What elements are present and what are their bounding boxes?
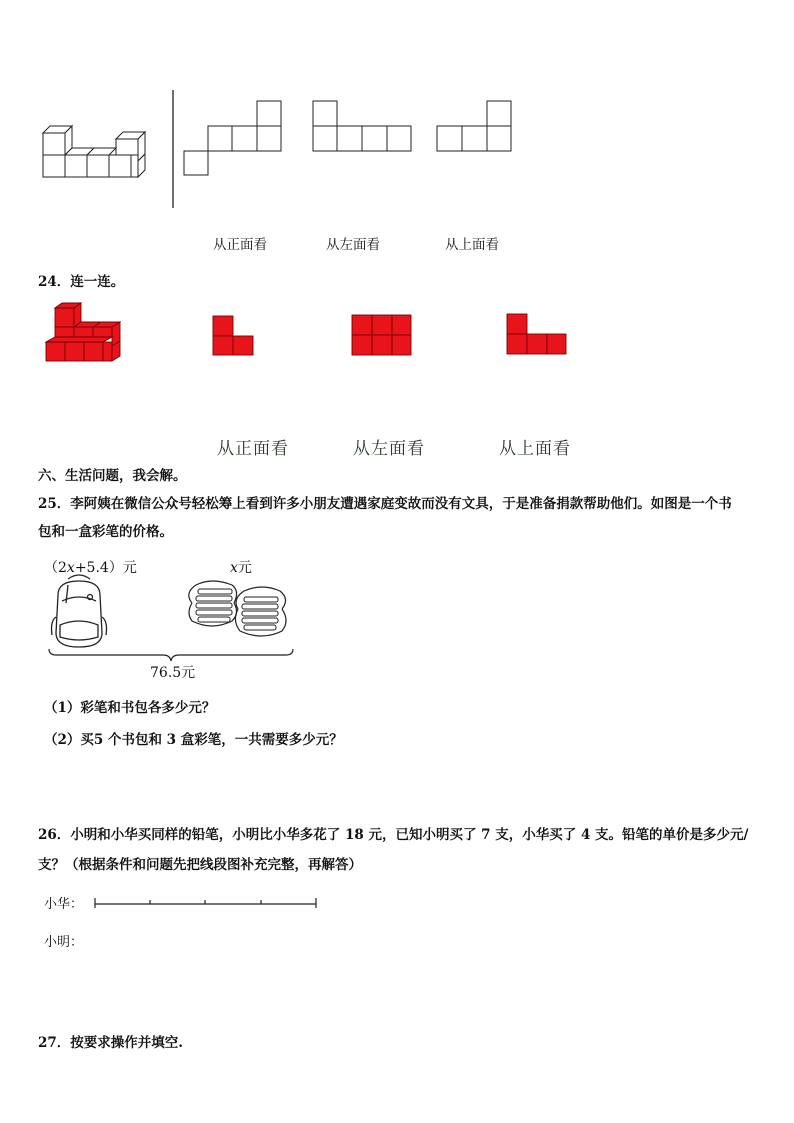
q25-bag-price-prefix: （2 — [44, 560, 67, 576]
colored-pencils-icon — [182, 573, 294, 649]
q24-red-cube-solid — [45, 303, 127, 363]
q23-label-left: 从左面看 — [326, 237, 380, 253]
q24-label-left[interactable]: 从左面看 — [353, 439, 425, 459]
q23-label-top: 从上面看 — [445, 237, 499, 253]
q26-xiaohua-segment — [93, 896, 319, 910]
q26-label-xiaohua: 小华： — [44, 897, 84, 912]
q27-title: 27．按要求操作并填空. — [38, 1035, 183, 1051]
q25-total-brace — [48, 648, 294, 662]
q25-pen-price-unit: 元 — [237, 560, 252, 576]
q24-title: 24．连一连。 — [38, 274, 125, 290]
section6-title: 六、生活问题，我会解。 — [38, 468, 187, 484]
q23-view-top-option[interactable] — [436, 100, 516, 154]
q24-label-top[interactable]: 从上面看 — [499, 439, 571, 459]
q25-pen-price-var: x — [230, 560, 238, 576]
q25-sub1: （1）彩笔和书包各多少元？ — [44, 700, 216, 716]
q25-sub2: （2）买5 个书包和 3 盒彩笔，一共需要多少元？ — [44, 732, 343, 748]
q23-view-front-option[interactable] — [183, 100, 285, 178]
q23-cube-solid-figure — [40, 125, 155, 180]
q24-red-view-long-L[interactable] — [506, 313, 568, 355]
q26-text-line2: 支？（根据条件和问题先把线段图补充完整，再解答） — [38, 857, 362, 873]
q24-label-front[interactable]: 从正面看 — [217, 439, 289, 459]
q25-text-line1: 25．李阿姨在微信公众号轻松筹上看到许多小朋友遭遇家庭变故而没有文具，于是准备捐款帮助他们。如图是一个书 — [38, 496, 732, 512]
q23-label-front: 从正面看 — [213, 237, 267, 253]
q25-total-label: 76.5元 — [150, 665, 196, 681]
q23-view-left-option[interactable] — [312, 100, 414, 154]
q24-red-view-small-L[interactable] — [212, 315, 256, 357]
q25-bag-price-suffix: +5.4）元 — [74, 560, 137, 576]
q26-text-line1: 26．小明和小华买同样的铅笔，小明比小华多花了 18 元，已知小明买了 7 支，小华买了 4 支。铅笔的单价是多少元/ — [38, 827, 749, 843]
q25-text-line2: 包和一盒彩笔的价格。 — [38, 524, 173, 540]
q25-bag-price-var: x — [66, 560, 75, 576]
q26-label-xiaoming: 小明： — [44, 935, 84, 950]
q24-red-view-rectangle[interactable] — [351, 314, 413, 357]
backpack-icon — [48, 573, 110, 651]
q23-divider-line — [172, 90, 174, 210]
